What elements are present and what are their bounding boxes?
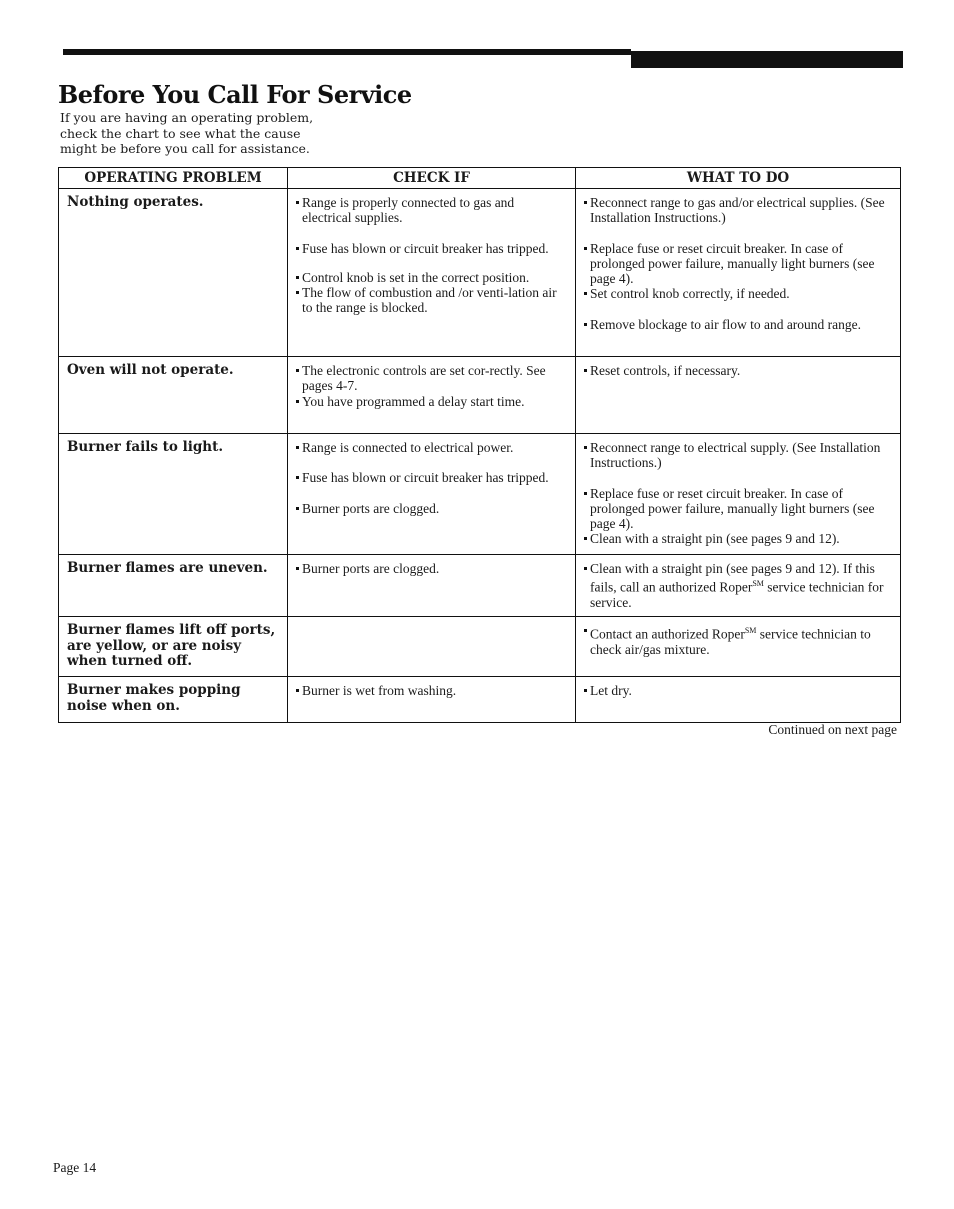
service-mark: SM xyxy=(744,626,757,636)
todo-cell xyxy=(576,357,901,434)
problem-cell: Burner fails to light. xyxy=(59,434,288,555)
header-operating-problem: OPERATING PROBLEM xyxy=(59,168,288,189)
header-check-if: CHECK IF xyxy=(288,168,576,189)
bullet-icon xyxy=(296,446,299,449)
check-item: Control knob is set in the correct position. xyxy=(296,270,567,285)
bullet-icon xyxy=(296,276,299,279)
check-cell xyxy=(288,677,576,723)
todo-item: Reset controls, if necessary. xyxy=(584,363,892,378)
todo-item: Replace fuse or reset circuit breaker. In case of prolonged power failure, manually light burners (see page 4). xyxy=(584,486,892,532)
bullet-icon xyxy=(584,247,587,250)
check-cell xyxy=(288,434,576,555)
intro-line: If you are having an operating problem, xyxy=(60,110,314,125)
check-cell xyxy=(288,357,576,434)
header-what-to-do: WHAT TO DO xyxy=(576,168,901,189)
todo-cell xyxy=(576,555,901,617)
problem-cell: Nothing operates. xyxy=(59,189,288,357)
bullet-icon xyxy=(584,369,587,372)
bullet-icon xyxy=(584,537,587,540)
check-item: Burner ports are clogged. xyxy=(296,561,567,576)
bullet-icon xyxy=(296,476,299,479)
bullet-icon xyxy=(584,629,587,632)
check-cell xyxy=(288,189,576,357)
bullet-icon xyxy=(296,201,299,204)
page-title: Before You Call For Service xyxy=(58,80,412,109)
bullet-icon xyxy=(296,689,299,692)
check-item: Range is properly connected to gas and electrical supplies. xyxy=(296,195,567,226)
todo-item: Clean with a straight pin (see pages 9 and 12). If this fails, call an authorized Roper℠ service technician for service. xyxy=(584,561,892,610)
table-header-row xyxy=(59,168,901,189)
check-cell xyxy=(288,617,576,677)
page-number: Page 14 xyxy=(53,1160,97,1175)
todo-item: Let dry. xyxy=(584,683,892,698)
bullet-icon xyxy=(296,247,299,250)
todo-cell xyxy=(576,677,901,723)
problem-cell: Oven will not operate. xyxy=(59,357,288,434)
check-cell xyxy=(288,555,576,617)
header-rule-thin xyxy=(63,49,631,55)
bullet-icon xyxy=(296,369,299,372)
intro-line: check the chart to see what the cause xyxy=(60,125,301,141)
bullet-icon xyxy=(296,400,299,403)
table-row xyxy=(59,617,901,677)
header-rule-bar xyxy=(631,51,903,68)
table-row xyxy=(59,434,901,555)
bullet-icon xyxy=(296,291,299,294)
problem-cell: Burner flames lift off ports, are yellow, or are noisy when turned off. xyxy=(59,617,288,677)
bullet-icon xyxy=(584,446,587,449)
service-mark: SM xyxy=(752,579,764,589)
todo-item: Reconnect range to gas and/or electrical supplies. (See Installation Instructions.) xyxy=(584,195,892,226)
check-item: The electronic controls are set cor-rectly. See pages 4-7. xyxy=(296,363,567,394)
continued-note: Continued on next page xyxy=(768,722,897,737)
check-item: Range is connected to electrical power. xyxy=(296,440,567,455)
table-row xyxy=(59,555,901,617)
check-item: The flow of combustion and /or venti-lation air to the range is blocked. xyxy=(296,285,567,316)
todo-item: Replace fuse or reset circuit breaker. In case of prolonged power failure, manually light burners (see page 4). xyxy=(584,241,892,287)
intro-line: might be before you call for assistance. xyxy=(60,141,310,156)
table-row xyxy=(59,677,901,723)
bullet-icon xyxy=(296,507,299,510)
intro-paragraph xyxy=(60,110,360,157)
bullet-icon xyxy=(584,323,587,326)
todo-item: Contact an authorized Roper℠ service technician to check air/gas mixture. xyxy=(584,623,892,657)
bullet-icon xyxy=(296,567,299,570)
problem-cell: Burner makes popping noise when on. xyxy=(59,677,288,723)
todo-cell xyxy=(576,189,901,357)
table-row xyxy=(59,357,901,434)
check-item: Burner ports are clogged. xyxy=(296,501,567,516)
bullet-icon xyxy=(584,292,587,295)
bullet-icon xyxy=(584,689,587,692)
check-item: Fuse has blown or circuit breaker has tripped. xyxy=(296,241,567,256)
check-item: You have programmed a delay start time. xyxy=(296,394,567,409)
table-row xyxy=(59,189,901,357)
problem-cell: Burner flames are uneven. xyxy=(59,555,288,617)
bullet-icon xyxy=(584,492,587,495)
todo-cell xyxy=(576,617,901,677)
troubleshooting-table xyxy=(58,167,901,723)
todo-item: Reconnect range to electrical supply. (See Installation Instructions.) xyxy=(584,440,892,471)
bullet-icon xyxy=(584,567,587,570)
todo-item: Clean with a straight pin (see pages 9 and 12). xyxy=(584,531,892,546)
todo-cell xyxy=(576,434,901,555)
check-item: Burner is wet from washing. xyxy=(296,683,567,698)
check-item: Fuse has blown or circuit breaker has tripped. xyxy=(296,470,567,485)
bullet-icon xyxy=(584,201,587,204)
todo-item: Set control knob correctly, if needed. xyxy=(584,286,892,301)
todo-item: Remove blockage to air flow to and around range. xyxy=(584,317,892,332)
